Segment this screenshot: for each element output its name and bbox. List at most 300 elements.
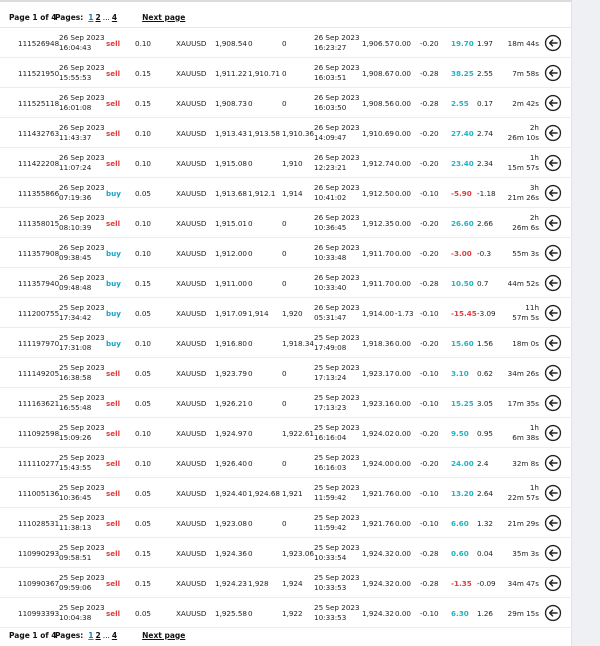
commission: 0.00 [395, 549, 412, 558]
close-date: 25 Sep 2023 [314, 573, 360, 582]
table-row [0, 388, 572, 418]
pips: -0.3 [477, 249, 492, 258]
close-clock: 17:13:24 [314, 373, 347, 382]
table-row [0, 208, 572, 238]
profit: 6.60 [451, 519, 469, 528]
symbol: XAUUSD [176, 159, 207, 168]
ticket-id: 111358015 [18, 219, 60, 228]
duration-hours: 3h [529, 183, 539, 192]
open-time [59, 33, 105, 53]
duration: 29m 15s [507, 609, 539, 618]
volume: 0.05 [135, 519, 152, 528]
stop-loss: 0 [248, 609, 253, 618]
take-profit: 0 [282, 69, 287, 78]
swap: -0.10 [420, 609, 439, 618]
page-link-1[interactable]: 1 [88, 630, 94, 640]
open-price: 1,924.97 [215, 429, 248, 438]
page-link-4[interactable]: 4 [111, 630, 118, 640]
table-row [0, 118, 572, 148]
open-price: 1,925.58 [215, 609, 248, 618]
profit: -15.45 [451, 309, 477, 318]
close-clock: 10:33:48 [314, 253, 347, 262]
open-time [59, 513, 105, 533]
commission: 0.00 [395, 39, 412, 48]
symbol: XAUUSD [176, 519, 207, 528]
page-link-2[interactable]: 2 [95, 12, 101, 22]
pips: 0.95 [477, 429, 494, 438]
close-price: 1,911.70 [362, 249, 395, 258]
share-trade-icon[interactable] [544, 154, 562, 172]
close-date: 26 Sep 2023 [314, 303, 360, 312]
table-row [0, 568, 572, 598]
duration [508, 153, 539, 173]
share-trade-icon[interactable] [544, 604, 562, 622]
share-trade-icon[interactable] [544, 484, 562, 502]
open-price: 1,923.79 [215, 369, 248, 378]
swap: -0.10 [420, 309, 439, 318]
profit: 3.10 [451, 369, 469, 378]
trade-type: sell [106, 519, 121, 528]
open-time [59, 63, 105, 83]
share-trade-icon[interactable] [544, 334, 562, 352]
profit: 23.40 [451, 159, 474, 168]
close-clock: 10:41:02 [314, 193, 347, 202]
profit: -1.35 [451, 579, 472, 588]
swap: -0.28 [420, 579, 439, 588]
close-time [314, 543, 360, 563]
trade-type: sell [106, 219, 121, 228]
share-trade-icon[interactable] [544, 454, 562, 472]
close-price: 1,911.70 [362, 279, 395, 288]
profit: 15.60 [451, 339, 474, 348]
next-page-link[interactable]: Next page [142, 12, 186, 22]
profit: 38.25 [451, 69, 474, 78]
close-date: 25 Sep 2023 [314, 603, 360, 612]
volume: 0.10 [135, 249, 152, 258]
table-row [0, 298, 572, 328]
symbol: XAUUSD [176, 309, 207, 318]
volume: 0.10 [135, 459, 152, 468]
commission: 0.00 [395, 489, 412, 498]
pips: 1.97 [477, 39, 494, 48]
take-profit: 1,918.34 [282, 339, 315, 348]
duration: 21m 29s [507, 519, 539, 528]
open-clock: 11:43:37 [59, 133, 92, 142]
table-row [0, 238, 572, 268]
profit: 13.20 [451, 489, 474, 498]
table-row [0, 538, 572, 568]
close-price: 1,912.50 [362, 189, 395, 198]
share-trade-icon[interactable] [544, 424, 562, 442]
take-profit: 1,922 [282, 609, 303, 618]
volume: 0.10 [135, 219, 152, 228]
stop-loss: 1,924.68 [248, 489, 281, 498]
pips: 2.55 [477, 69, 494, 78]
take-profit: 1,920 [282, 309, 303, 318]
profit: 19.70 [451, 39, 474, 48]
open-date: 25 Sep 2023 [59, 423, 105, 432]
open-time [59, 93, 105, 113]
open-date: 25 Sep 2023 [59, 513, 105, 522]
open-time [59, 213, 105, 233]
close-time [314, 213, 360, 233]
swap: -0.28 [420, 279, 439, 288]
duration: 2m 42s [512, 99, 539, 108]
stop-loss: 0 [248, 549, 253, 558]
swap: -0.20 [420, 339, 439, 348]
open-date: 26 Sep 2023 [59, 243, 105, 252]
duration-hours: 2h [529, 213, 539, 222]
symbol: XAUUSD [176, 429, 207, 438]
open-date: 25 Sep 2023 [59, 543, 105, 552]
symbol: XAUUSD [176, 459, 207, 468]
stop-loss: 1,913.58 [248, 129, 281, 138]
symbol: XAUUSD [176, 129, 207, 138]
commission: 0.00 [395, 219, 412, 228]
volume: 0.15 [135, 99, 152, 108]
trade-type: sell [106, 609, 121, 618]
page-link-4[interactable]: 4 [111, 12, 118, 22]
pips: 1.32 [477, 519, 494, 528]
commission: -1.73 [395, 309, 414, 318]
volume: 0.05 [135, 399, 152, 408]
open-price: 1,926.21 [215, 399, 248, 408]
table-row [0, 448, 572, 478]
open-clock: 09:58:51 [59, 553, 92, 562]
pips: 2.4 [477, 459, 489, 468]
trade-type: sell [106, 399, 121, 408]
share-trade-icon[interactable] [544, 574, 562, 592]
open-time [59, 423, 105, 443]
close-date: 26 Sep 2023 [314, 93, 360, 102]
duration: 7m 58s [512, 69, 539, 78]
stop-loss: 0 [248, 519, 253, 528]
open-time [59, 573, 105, 593]
open-price: 1,913.43 [215, 129, 248, 138]
close-time [314, 33, 360, 53]
pips: -3.09 [477, 309, 496, 318]
open-date: 26 Sep 2023 [59, 213, 105, 222]
close-date: 25 Sep 2023 [314, 543, 360, 552]
open-time [59, 363, 105, 383]
volume: 0.05 [135, 189, 152, 198]
take-profit: 0 [282, 519, 287, 528]
symbol: XAUUSD [176, 609, 207, 618]
duration: 34m 26s [507, 369, 539, 378]
take-profit: 1,922.61 [282, 429, 315, 438]
trade-type: sell [106, 459, 121, 468]
close-price: 1,924.32 [362, 609, 395, 618]
close-date: 26 Sep 2023 [314, 213, 360, 222]
share-trade-icon[interactable] [544, 124, 562, 142]
symbol: XAUUSD [176, 399, 207, 408]
profit: -5.90 [451, 189, 472, 198]
take-profit: 1,910.36 [282, 129, 315, 138]
trade-type: sell [106, 489, 121, 498]
open-date: 25 Sep 2023 [59, 483, 105, 492]
pips: 2.64 [477, 489, 494, 498]
duration-minutes: 6m 38s [512, 433, 539, 442]
close-price: 1,908.56 [362, 99, 395, 108]
stop-loss: 1,914 [248, 309, 269, 318]
close-price: 1,912.74 [362, 159, 395, 168]
open-date: 26 Sep 2023 [59, 63, 105, 72]
pips: -0.09 [477, 579, 496, 588]
open-date: 25 Sep 2023 [59, 573, 105, 582]
open-price: 1,911.22 [215, 69, 248, 78]
ticket-id: 111092598 [18, 429, 60, 438]
close-time [314, 483, 360, 503]
pips: 1.26 [477, 609, 494, 618]
trade-type: sell [106, 579, 121, 588]
commission: 0.00 [395, 279, 412, 288]
take-profit: 0 [282, 369, 287, 378]
open-time [59, 393, 105, 413]
swap: -0.20 [420, 249, 439, 258]
take-profit: 0 [282, 249, 287, 258]
stop-loss: 0 [248, 279, 253, 288]
open-clock: 08:10:39 [59, 223, 92, 232]
trade-type: buy [106, 279, 121, 288]
duration: 18m 0s [512, 339, 539, 348]
duration-minutes: 15m 57s [507, 163, 539, 172]
commission: 0.00 [395, 339, 412, 348]
commission: 0.00 [395, 519, 412, 528]
close-clock: 17:49:08 [314, 343, 347, 352]
commission: 0.00 [395, 249, 412, 258]
page-ellipsis: ... [102, 12, 110, 22]
close-price: 1,923.17 [362, 369, 395, 378]
trade-type: sell [106, 159, 121, 168]
duration-minutes: 26m 10s [507, 133, 539, 142]
close-clock: 16:03:50 [314, 103, 347, 112]
ticket-id: 111355866 [18, 189, 60, 198]
close-price: 1,924.32 [362, 579, 395, 588]
pips: 3.05 [477, 399, 494, 408]
close-time [314, 513, 360, 533]
close-time [314, 603, 360, 623]
close-time [314, 123, 360, 143]
open-time [59, 273, 105, 293]
close-time [314, 243, 360, 263]
close-date: 26 Sep 2023 [314, 153, 360, 162]
duration: 17m 35s [507, 399, 539, 408]
open-clock: 07:19:36 [59, 193, 92, 202]
duration: 32m 8s [512, 459, 539, 468]
share-trade-icon[interactable] [544, 214, 562, 232]
duration-hours: 2h [529, 123, 539, 132]
trade-type: sell [106, 429, 121, 438]
swap: -0.10 [420, 489, 439, 498]
close-date: 25 Sep 2023 [314, 483, 360, 492]
pips: -1.18 [477, 189, 496, 198]
share-trade-icon[interactable] [544, 364, 562, 382]
swap: -0.20 [420, 159, 439, 168]
close-price: 1,923.16 [362, 399, 395, 408]
open-time [59, 303, 105, 323]
open-price: 1,908.73 [215, 99, 248, 108]
commission: 0.00 [395, 579, 412, 588]
open-date: 26 Sep 2023 [59, 153, 105, 162]
open-time [59, 543, 105, 563]
duration: 44m 52s [507, 279, 539, 288]
open-clock: 16:01:08 [59, 103, 92, 112]
trade-type: sell [106, 99, 121, 108]
commission: 0.00 [395, 159, 412, 168]
close-time [314, 63, 360, 83]
commission: 0.00 [395, 99, 412, 108]
close-price: 1,910.69 [362, 129, 395, 138]
close-date: 25 Sep 2023 [314, 423, 360, 432]
ticket-id: 111357940 [18, 279, 60, 288]
close-clock: 12:23:21 [314, 163, 347, 172]
share-trade-icon[interactable] [544, 274, 562, 292]
close-date: 26 Sep 2023 [314, 123, 360, 132]
close-clock: 16:23:27 [314, 43, 347, 52]
duration-minutes: 22m 57s [507, 493, 539, 502]
close-clock: 11:59:42 [314, 523, 347, 532]
volume: 0.10 [135, 129, 152, 138]
take-profit: 0 [282, 279, 287, 288]
open-price: 1,915.01 [215, 219, 248, 228]
symbol: XAUUSD [176, 39, 207, 48]
duration [508, 483, 539, 503]
table-row [0, 328, 572, 358]
close-clock: 14:09:47 [314, 133, 347, 142]
close-clock: 17:13:23 [314, 403, 347, 412]
profit: 27.40 [451, 129, 474, 138]
table-row [0, 178, 572, 208]
close-date: 25 Sep 2023 [314, 513, 360, 522]
trade-type: buy [106, 309, 121, 318]
share-trade-icon[interactable] [544, 394, 562, 412]
next-page-link[interactable]: Next page [142, 630, 186, 640]
table-row [0, 598, 572, 628]
commission: 0.00 [395, 459, 412, 468]
duration-minutes: 26m 6s [512, 223, 539, 232]
open-date: 25 Sep 2023 [59, 303, 105, 312]
close-clock: 10:33:40 [314, 283, 347, 292]
commission: 0.00 [395, 609, 412, 618]
close-date: 26 Sep 2023 [314, 243, 360, 252]
share-trade-icon[interactable] [544, 184, 562, 202]
close-clock: 05:31:47 [314, 313, 347, 322]
close-time [314, 453, 360, 473]
close-date: 26 Sep 2023 [314, 63, 360, 72]
open-clock: 17:34:42 [59, 313, 92, 322]
ticket-id: 110990293 [18, 549, 60, 558]
profit: 2.55 [451, 99, 469, 108]
share-trade-icon[interactable] [544, 94, 562, 112]
open-clock: 17:31:08 [59, 343, 92, 352]
trade-type: sell [106, 39, 121, 48]
close-price: 1,924.00 [362, 459, 395, 468]
share-trade-icon[interactable] [544, 244, 562, 262]
trade-type: buy [106, 339, 121, 348]
open-price: 1,924.23 [215, 579, 248, 588]
share-trade-icon[interactable] [544, 514, 562, 532]
close-price: 1,921.76 [362, 519, 395, 528]
ticket-id: 111521950 [18, 69, 60, 78]
open-clock: 10:04:38 [59, 613, 92, 622]
close-price: 1,924.02 [362, 429, 395, 438]
close-clock: 16:16:04 [314, 433, 347, 442]
stop-loss: 0 [248, 39, 253, 48]
pips: 0.04 [477, 549, 494, 558]
close-price: 1,912.35 [362, 219, 395, 228]
volume: 0.10 [135, 339, 152, 348]
open-clock: 15:43:55 [59, 463, 92, 472]
profit: 24.00 [451, 459, 474, 468]
profit: 6.30 [451, 609, 469, 618]
open-clock: 10:36:45 [59, 493, 92, 502]
share-trade-icon[interactable] [544, 34, 562, 52]
duration: 18m 44s [507, 39, 539, 48]
open-date: 25 Sep 2023 [59, 363, 105, 372]
close-price: 1,914.00 [362, 309, 395, 318]
profit: 0.60 [451, 549, 469, 558]
duration: 55m 3s [512, 249, 539, 258]
trade-type: sell [106, 549, 121, 558]
trade-type: buy [106, 249, 121, 258]
open-clock: 09:38:45 [59, 253, 92, 262]
trade-table [0, 28, 572, 628]
duration-hours: 1h [529, 153, 539, 162]
open-time [59, 243, 105, 263]
duration [508, 123, 539, 143]
page-ellipsis: ... [102, 630, 110, 640]
close-time [314, 153, 360, 173]
symbol: XAUUSD [176, 69, 207, 78]
commission: 0.00 [395, 129, 412, 138]
profit: 15.25 [451, 399, 474, 408]
open-date: 26 Sep 2023 [59, 273, 105, 282]
duration [508, 183, 539, 203]
open-time [59, 483, 105, 503]
open-price: 1,908.54 [215, 39, 248, 48]
take-profit: 1,924 [282, 579, 303, 588]
share-trade-icon[interactable] [544, 304, 562, 322]
take-profit: 1,923.06 [282, 549, 315, 558]
symbol: XAUUSD [176, 99, 207, 108]
stop-loss: 0 [248, 219, 253, 228]
swap: -0.20 [420, 39, 439, 48]
commission: 0.00 [395, 189, 412, 198]
close-time [314, 423, 360, 443]
close-price: 1,921.76 [362, 489, 395, 498]
pages-label: Pages: [55, 12, 84, 22]
open-time [59, 603, 105, 623]
share-trade-icon[interactable] [544, 544, 562, 562]
pips: 2.74 [477, 129, 494, 138]
duration-hours: 1h [529, 483, 539, 492]
volume: 0.10 [135, 159, 152, 168]
page-link-2[interactable]: 2 [95, 630, 101, 640]
share-trade-icon[interactable] [544, 64, 562, 82]
top-divider [0, 0, 572, 2]
open-price: 1,917.09 [215, 309, 248, 318]
close-clock: 10:33:53 [314, 613, 347, 622]
profit: 9.50 [451, 429, 469, 438]
stop-loss: 0 [248, 429, 253, 438]
page-link-1[interactable]: 1 [88, 12, 94, 22]
pips: 0.62 [477, 369, 494, 378]
open-time [59, 123, 105, 143]
open-date: 25 Sep 2023 [59, 333, 105, 342]
close-time [314, 273, 360, 293]
open-clock: 15:09:26 [59, 433, 92, 442]
duration: 35m 3s [512, 549, 539, 558]
